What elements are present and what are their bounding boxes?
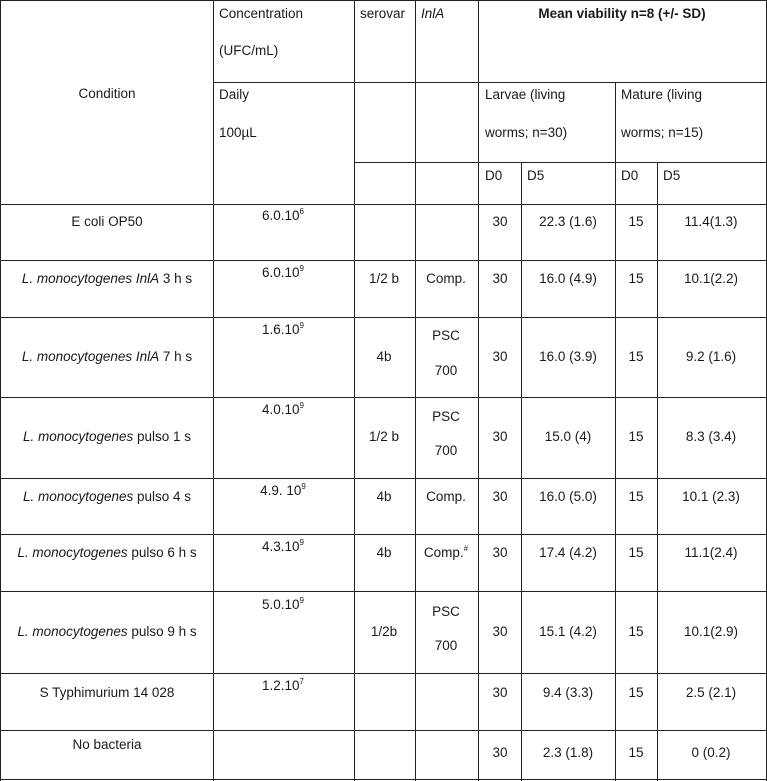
header-concentration: Concentration: [219, 6, 304, 21]
cell-inla: PSC: [432, 409, 460, 424]
cell-concentration: 4.0.10$^9$: [262, 401, 304, 417]
cell-condition: L. monocytogenes pulso 6 h s: [17, 545, 197, 560]
cell-serovar: 4b: [376, 349, 392, 364]
cell-inla-line2: 700: [434, 443, 458, 458]
cell-serovar: 4b: [376, 545, 392, 560]
cell-larvae-d5: 2.3 (1.8): [542, 745, 594, 760]
cell-larvae-d0: 30: [492, 624, 508, 639]
cell-condition: L. monocytogenes pulso 4 s: [22, 489, 192, 504]
cell-inla: Comp.#: [423, 544, 469, 560]
border-v: [615, 82, 616, 781]
border-h: [0, 534, 767, 535]
cell-mature-d0: 15: [628, 685, 644, 700]
cell-mature-d0: 15: [628, 745, 644, 760]
cell-condition: L. monocytogenes InlA 3 h s: [21, 271, 193, 286]
cell-larvae-d5: 16.0 (4.9): [539, 271, 597, 286]
border-v: [521, 162, 522, 781]
cell-mature-d5: 8.3 (3.4): [685, 429, 737, 444]
border-v: [354, 0, 355, 781]
cell-mature-d5: 9.2 (1.6): [685, 349, 737, 364]
border-h: [213, 82, 767, 83]
border-h: [0, 397, 767, 398]
cell-inla: Comp.: [426, 489, 466, 504]
cell-mature-d5: 0 (0.2): [691, 745, 731, 760]
cell-serovar: 4b: [376, 489, 392, 504]
cell-mature-d5: 2.5 (2.1): [685, 685, 737, 700]
cell-concentration: 6.0.10$^9$: [262, 264, 304, 280]
border-v: [415, 0, 416, 781]
border-h: [0, 204, 767, 205]
header-mature: Mature (living: [621, 87, 703, 102]
cell-larvae-d0: 30: [492, 214, 508, 229]
header-daily-volume: 100µL: [219, 125, 257, 140]
cell-inla: Comp.: [426, 271, 466, 286]
header-mean-viability: Mean viability n=8 (+/- SD): [538, 6, 706, 21]
header-larvae-count: worms; n=30): [485, 125, 568, 140]
header-inla: InlA: [421, 6, 445, 21]
cell-condition: E coli OP50: [71, 214, 143, 229]
cell-larvae-d5: 15.0 (4): [544, 429, 592, 444]
cell-mature-d5: 10.1 (2.3): [682, 489, 740, 504]
cell-serovar: 1/2b: [370, 624, 398, 639]
cell-concentration: 5.0.10$^9$: [262, 596, 304, 612]
cell-condition: L. monocytogenes InlA 7 h s: [21, 349, 193, 364]
cell-mature-d5: 11.4(1.3): [684, 214, 738, 229]
cell-larvae-d0: 30: [492, 489, 508, 504]
header-larvae: Larvae (living: [485, 87, 566, 102]
border-h: [0, 317, 767, 318]
cell-concentration: 6.0.10$^6$: [262, 207, 304, 223]
header-condition: Condition: [78, 86, 136, 101]
cell-larvae-d0: 30: [492, 545, 508, 560]
border-h: [354, 162, 767, 163]
cell-mature-d5: 10.1(2.2): [683, 271, 739, 286]
cell-concentration: 4.9. $10^9$: [260, 482, 306, 498]
cell-larvae-d5: 22.3 (1.6): [539, 214, 597, 229]
cell-mature-d0: 15: [628, 429, 644, 444]
cell-larvae-d5: 15.1 (4.2): [539, 624, 597, 639]
cell-condition: L. monocytogenes pulso 1 s: [22, 429, 192, 444]
border-v: [0, 0, 1, 781]
border-v: [657, 162, 658, 781]
header-larvae-d5: D5: [527, 168, 545, 183]
cell-condition: No bacteria: [72, 737, 142, 752]
cell-larvae-d5: 16.0 (3.9): [539, 349, 597, 364]
cell-mature-d0: 15: [628, 214, 644, 229]
cell-larvae-d0: 30: [492, 685, 508, 700]
border-v: [213, 0, 214, 781]
cell-mature-d0: 15: [628, 624, 644, 639]
cell-mature-d0: 15: [628, 271, 644, 286]
cell-inla: PSC: [432, 604, 460, 619]
cell-larvae-d0: 30: [492, 745, 508, 760]
cell-mature-d5: 11.1(2.4): [684, 545, 738, 560]
cell-inla: PSC: [432, 328, 460, 343]
cell-condition: L. monocytogenes pulso 9 h s: [17, 624, 197, 639]
header-mature-d0: D0: [621, 168, 639, 183]
cell-mature-d5: 10.1(2.9): [683, 624, 739, 639]
border-h: [0, 478, 767, 479]
cell-concentration: 1.2.10$^7$: [262, 677, 304, 693]
cell-inla-line2: 700: [434, 638, 458, 653]
cell-concentration: 1.6.10$^9$: [262, 321, 304, 337]
cell-mature-d0: 15: [628, 545, 644, 560]
border-h: [0, 779, 767, 780]
cell-concentration: 4.3.10$^9$: [262, 538, 304, 554]
header-mature-d5: D5: [663, 168, 681, 183]
border-h: [0, 0, 767, 1]
border-h: [0, 591, 767, 592]
cell-inla-line2: 700: [434, 363, 458, 378]
cell-mature-d0: 15: [628, 349, 644, 364]
cell-larvae-d5: 16.0 (5.0): [539, 489, 597, 504]
border-v: [478, 0, 479, 781]
cell-larvae-d5: 9.4 (3.3): [542, 685, 594, 700]
cell-serovar: 1/2 b: [368, 429, 400, 444]
border-h: [0, 673, 767, 674]
cell-larvae-d0: 30: [492, 271, 508, 286]
header-mature-count: worms; n=15): [621, 125, 704, 140]
border-h: [0, 730, 767, 731]
cell-larvae-d0: 30: [492, 429, 508, 444]
cell-larvae-d5: 17.4 (4.2): [539, 545, 597, 560]
border-h: [0, 260, 767, 261]
cell-mature-d0: 15: [628, 489, 644, 504]
header-concentration-unit: (UFC/mL): [219, 43, 279, 58]
cell-larvae-d0: 30: [492, 349, 508, 364]
header-daily: Daily: [219, 87, 250, 102]
header-larvae-d0: D0: [485, 168, 503, 183]
header-serovar: serovar: [360, 6, 406, 21]
cell-serovar: 1/2 b: [368, 271, 400, 286]
cell-condition: S Typhimurium 14 028: [39, 685, 175, 700]
